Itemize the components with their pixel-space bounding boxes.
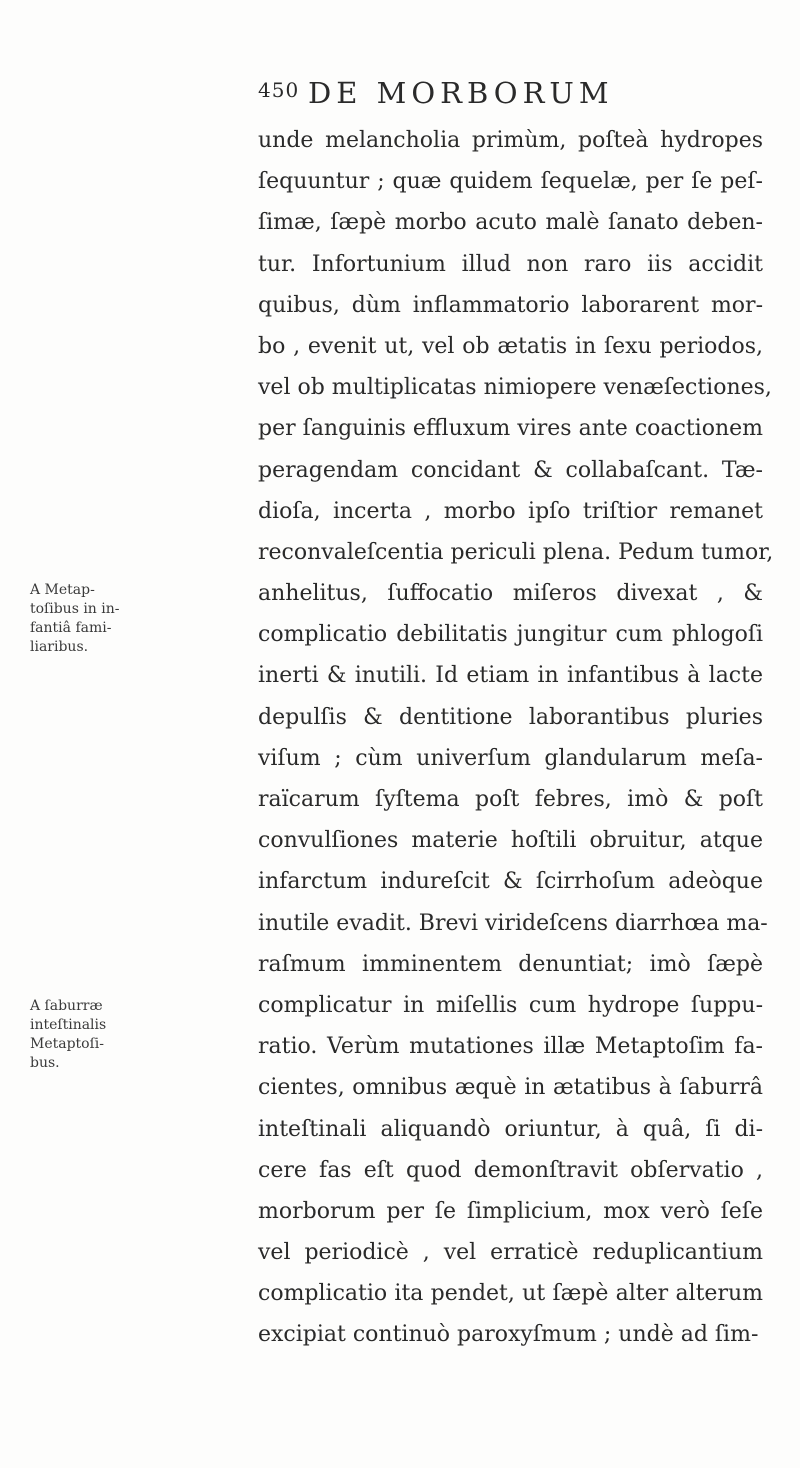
marginal-note-line: toſibus in in-	[30, 601, 120, 617]
running-title: DE MORBORUM	[308, 76, 614, 110]
text-line: tur. Infortunium illud non raro iis accidit	[258, 251, 763, 277]
text-line: dioſa, incerta , morbo ipſo triſtior remanet	[258, 498, 763, 524]
text-line: viſum ; cùm univerſum glandularum meſa-	[258, 745, 763, 771]
text-line: complicatur in miſellis cum hydrope ſuppu-	[258, 992, 763, 1018]
text-line: complicatio ita pendet, ut ſæpè alter alterum	[258, 1281, 763, 1307]
text-line: raïcarum ſyſtema poſt febres, imò & poſt	[258, 787, 763, 812]
text-line: infarctum indureſcit & ſcirrhoſum adeòque	[258, 869, 763, 895]
text-line: vel ob multiplicatas nimiopere venæſectiones,	[258, 375, 772, 401]
text-line: inteſtinali aliquandò oriuntur, à quâ, ſi di-	[258, 1116, 763, 1142]
text-line: morborum per ſe ſimplicium, mox verò ſeſe	[258, 1198, 763, 1224]
marginal-note-line: A ſaburræ	[30, 998, 103, 1014]
text-line: peragendam concidant & collabaſcant. Tæ-	[258, 457, 763, 483]
text-line: reconvaleſcentia periculi plena. Pedum tumor,	[258, 539, 774, 565]
marginal-note-line: Metaptoſi-	[30, 1036, 104, 1052]
text-line: vel periodicè , vel erraticè reduplicantium	[258, 1240, 763, 1266]
marginal-note-line: liaribus.	[30, 639, 89, 655]
text-line: convulſiones materie hoſtili obruitur, atque	[258, 828, 763, 854]
text-line: depulſis & dentitione laborantibus pluries	[258, 704, 763, 730]
marginal-note-line: fantiâ fami-	[30, 620, 112, 636]
text-line: excipiat continuò paroxyſmum ; undè ad ſim-	[258, 1322, 759, 1348]
text-line: ſequuntur ; quæ quidem ſequelæ, per ſe peſ-	[258, 169, 763, 195]
text-line: ratio. Verùm mutationes illæ Metaptoſim fa-	[258, 1034, 763, 1060]
marginal-note-line: bus.	[30, 1055, 60, 1071]
text-line: cere fas eſt quod demonſtravit obſervatio ,	[258, 1157, 763, 1183]
marginal-note-intestinal-metaptosis	[30, 997, 148, 1073]
text-line: inerti & inutili. Id etiam in infantibus à lacte	[258, 663, 763, 689]
page-number: 450	[258, 78, 300, 102]
page-header	[258, 76, 758, 112]
text-line: cientes, omnibus æquè in ætatibus à ſaburrâ	[258, 1075, 763, 1101]
text-line: inutile evadit. Brevi virideſcens diarrhœa ma-	[258, 910, 768, 936]
text-line: anhelitus, ſuffocatio miſeros divexat , &	[258, 581, 763, 607]
text-line: per ſanguinis effluxum vires ante coactionem	[258, 416, 763, 442]
text-line: ſimæ, ſæpè morbo acuto malè ſanato deben-	[258, 210, 763, 236]
text-line: raſmum imminentem denuntiat; imò ſæpè	[258, 951, 763, 977]
body-text	[258, 120, 774, 1356]
text-line: complicatio debilitatis jungitur cum phlogoſi	[258, 622, 763, 648]
marginal-note-line: A Metap-	[30, 582, 95, 598]
text-line: unde melancholia primùm, poſteà hydropes	[258, 128, 763, 153]
text-line: quibus, dùm inflammatorio laborarent mor-	[258, 292, 763, 318]
text-line: bo , evenit ut, vel ob ætatis in ſexu periodos,	[258, 333, 763, 359]
marginal-note-metaptosis-infancy	[30, 581, 148, 657]
marginal-note-line: inteſtinalis	[30, 1017, 107, 1033]
